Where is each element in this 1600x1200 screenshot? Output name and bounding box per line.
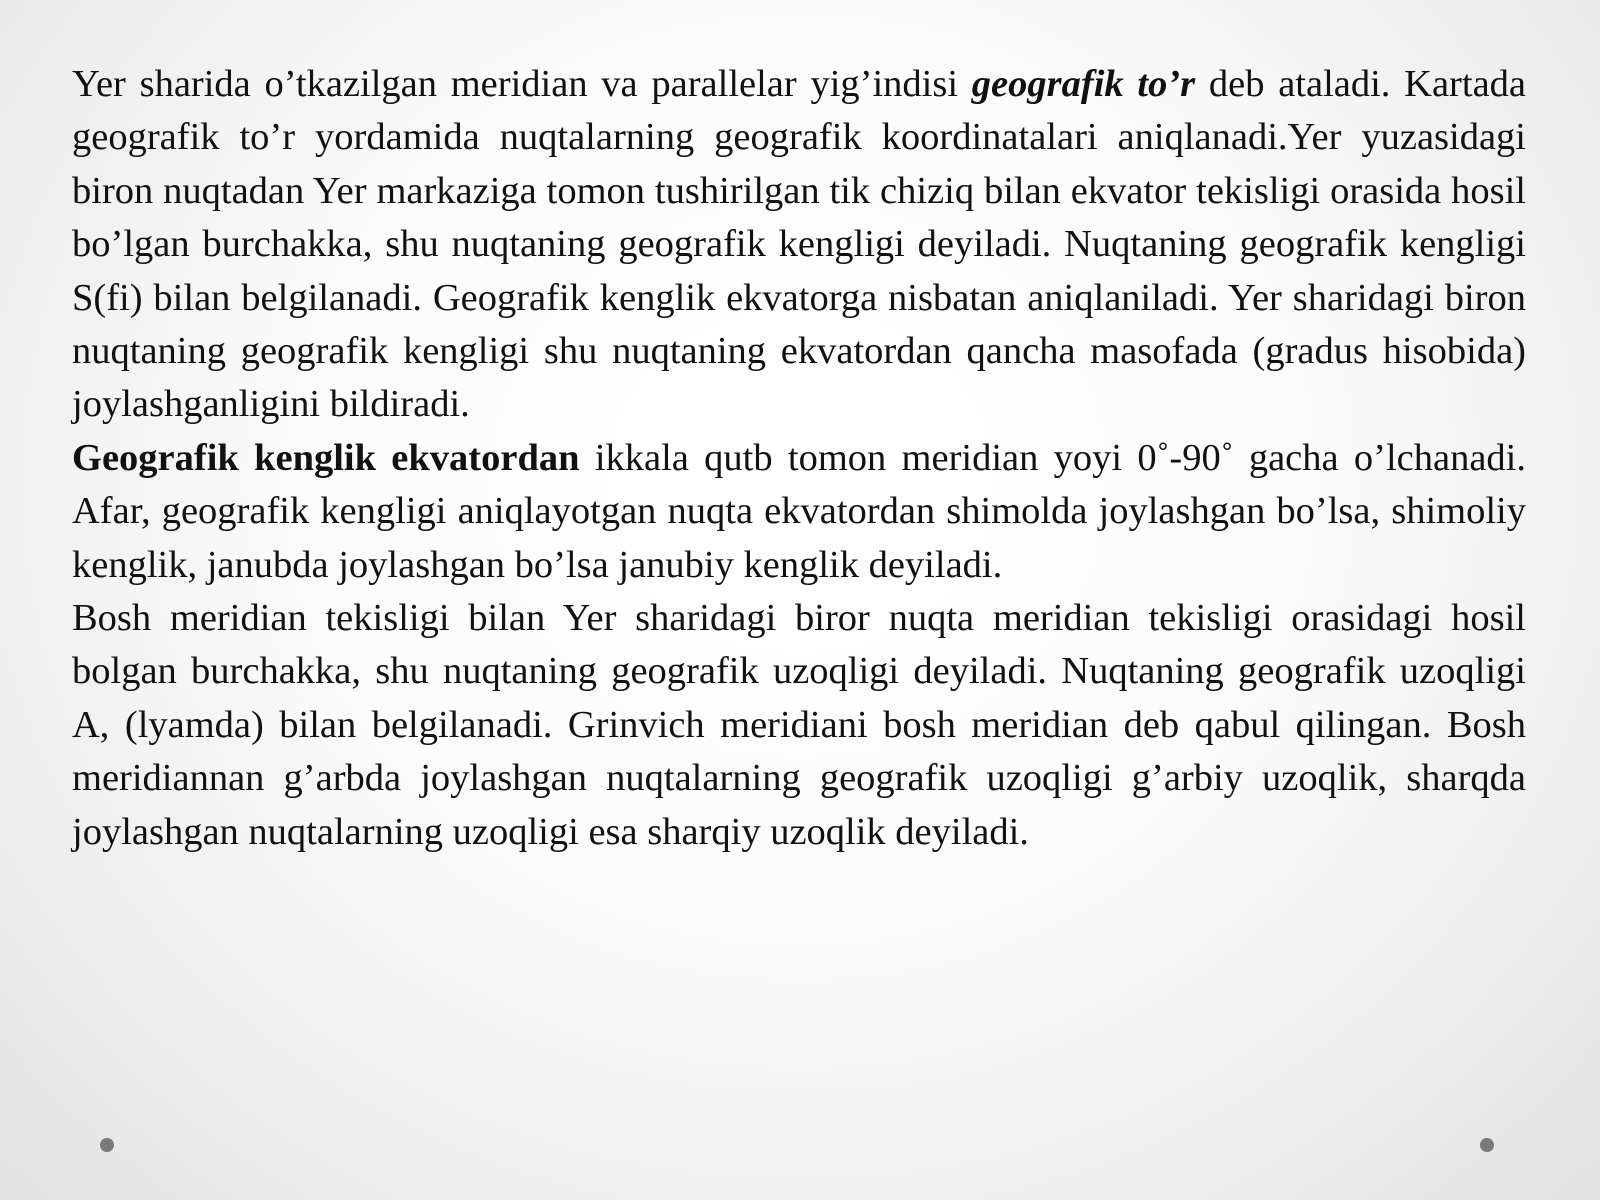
paragraph-latitude (72, 432, 1526, 592)
paragraph-text: Bosh meridian tekisligi bilan Yer sharidagi biror nuqta meridian tekisligi orasidagi hosil bolgan burchakka, shu nuqtaning geografik uzoqligi deyiladi. Nuqtaning geografik uzoqligi A, (lyamda) bilan belgilanadi. Grinvich meridiani bosh meridian deb qabul qilingan. Bosh meridiannan g’arbda joylashgan nuqtalarning geografik uzoqligi g’arbiy uzoqlik, sharqda joylashgan nuqtalarning uzoqligi esa sharqiy uzoqlik deyiladi. (72, 597, 1526, 853)
paragraph-text: ikkala qutb tomon meridian yoyi 0˚-90˚ gacha o’lchanadi. Afar, geografik kengligi aniqlayotgan nuqta ekvatordan shimolda joylashgan bo’lsa, shimoliy kenglik, janubda joylashgan bo’lsa janubiy kenglik deyiladi. (72, 436, 1526, 586)
slide-body-text (72, 58, 1526, 859)
bullet-dot-decoration-right (1480, 1138, 1494, 1152)
paragraph-geographic-grid (72, 58, 1526, 432)
paragraph-text: deb ataladi. Kartada geografik to’r yordamida nuqtalarning geografik koordinatalari aniqlanadi.Yer yuzasidagi biron nuqtadan Yer markaziga tomon tushirilgan tik chiziq bilan ekvator tekisligi orasida hosil bo’lgan burchakka, shu nuqtaning geografik kengligi deyiladi. Nuqtaning geografik kengligi S(fi) bilan belgilanadi. Geografik kenglik ekvatorga nisbatan aniqlaniladi. Yer sharidagi biron nuqtaning geografik kengligi shu nuqtaning ekvatordan qancha masofada (gradus hisobida) joylashganligini bildiradi. (72, 63, 1526, 426)
paragraph-text: Yer sharida o’tkazilgan meridian va parallelar yig’indisi (72, 63, 972, 105)
paragraph-longitude (72, 592, 1526, 859)
bullet-dot-decoration-left (100, 1138, 114, 1152)
term-geographic-grid: geografik to’r (971, 63, 1196, 105)
term-latitude: Geografik kenglik ekvatordan (72, 436, 580, 479)
